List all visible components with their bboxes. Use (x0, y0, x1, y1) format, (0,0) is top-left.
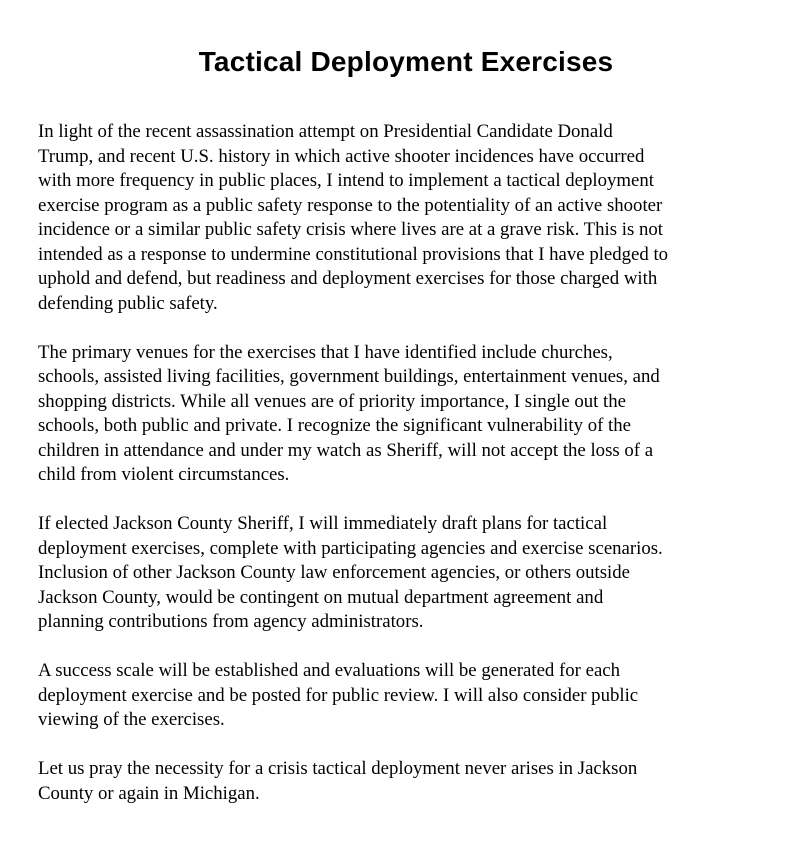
paragraph-line: Jackson County, would be contingent on mutual department agreement and (38, 586, 604, 608)
paragraph-line: deployment exercises, complete with participating agencies and exercise scenarios. (38, 537, 663, 559)
paragraph-line: child from violent circumstances. (38, 464, 290, 485)
paragraph-closing (38, 757, 768, 806)
paragraph-line: Let us pray the necessity for a crisis tactical deployment never arises in Jackson (38, 758, 638, 779)
paragraph-line: intended as a response to undermine constitutional provisions that I have pledged to (38, 243, 669, 265)
paragraph-intro (38, 120, 768, 316)
paragraph-line: Inclusion of other Jackson County law enforcement agencies, or others outside (38, 562, 630, 583)
paragraph-evaluation (38, 659, 768, 733)
paragraph-line: schools, assisted living facilities, government buildings, entertainment venues, and (38, 366, 660, 387)
paragraph-line: shopping districts. While all venues are of priority importance, I single out the (38, 390, 626, 412)
paragraph-line: In light of the recent assassination attempt on Presidential Candidate Donald (38, 121, 613, 142)
paragraph-line: Trump, and recent U.S. history in which active shooter incidences have occurred (38, 145, 645, 167)
paragraph-line: children in attendance and under my watch as Sheriff, will not accept the loss of a (38, 439, 654, 461)
paragraph-line: schools, both public and private. I recognize the significant vulnerability of the (38, 415, 632, 436)
paragraph-line: The primary venues for the exercises that I have identified include churches, (38, 341, 613, 363)
paragraph-line: defending public safety. (38, 292, 218, 314)
paragraph-line: exercise program as a public safety response to the potentiality of an active shooter (38, 194, 663, 216)
paragraph-line: uphold and defend, but readiness and deployment exercises for those charged with (38, 268, 658, 289)
paragraph-line: If elected Jackson County Sheriff, I will immediately draft plans for tactical (38, 513, 608, 534)
paragraph-line: planning contributions from agency administrators. (38, 611, 424, 632)
paragraph-line: viewing of the exercises. (38, 709, 225, 730)
paragraph-line: incidence or a similar public safety crisis where lives are at a grave risk. This is not (38, 219, 663, 240)
paragraph-line: deployment exercise and be posted for public review. I will also consider public (38, 684, 639, 706)
document-title: Tactical Deployment Exercises (198, 46, 614, 77)
paragraph-venues (38, 341, 768, 488)
paragraph-plans (38, 512, 768, 635)
paragraph-line: with more frequency in public places, I intend to implement a tactical deployment (38, 170, 654, 191)
document-body (38, 120, 768, 806)
paragraph-line: A success scale will be established and evaluations will be generated for each (38, 660, 621, 681)
paragraph-line: County or again in Michigan. (38, 782, 260, 804)
